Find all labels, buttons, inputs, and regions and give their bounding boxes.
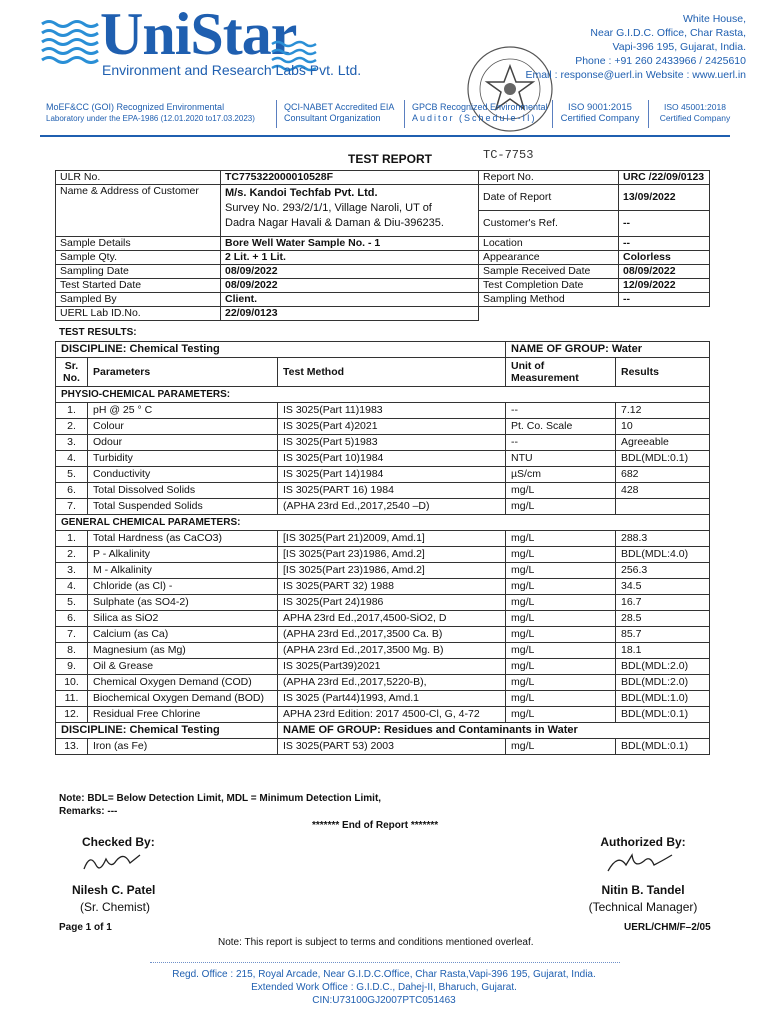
divider bbox=[276, 100, 277, 128]
page-number: Page 1 of 1 bbox=[59, 922, 112, 933]
info-label: Sampled By bbox=[56, 293, 221, 307]
accreditation-line: Certified Company bbox=[560, 113, 640, 124]
table-row bbox=[56, 707, 710, 723]
unit-cell: mg/L bbox=[506, 659, 616, 675]
empty-cell bbox=[479, 307, 710, 321]
ulr-label: ULR No. bbox=[56, 171, 221, 185]
sr-cell: 4. bbox=[56, 451, 88, 467]
col-unit-header: Unit of Measurement bbox=[506, 358, 616, 387]
unit-cell: mg/L bbox=[506, 595, 616, 611]
unit-cell: mg/L bbox=[506, 691, 616, 707]
accreditation-gpcb bbox=[412, 102, 548, 124]
method-cell: IS 3025 (Part44)1993, Amd.1 bbox=[278, 691, 506, 707]
column-header-row bbox=[56, 358, 710, 387]
table-row bbox=[56, 579, 710, 595]
section-label: PHYSIO-CHEMICAL PARAMETERS: bbox=[56, 387, 710, 403]
table-row bbox=[56, 691, 710, 707]
table-row bbox=[56, 451, 710, 467]
divider bbox=[648, 100, 649, 128]
accreditation-line: Auditor (Schedule-II) bbox=[412, 113, 537, 123]
parameter-cell: Total Dissolved Solids bbox=[88, 483, 278, 499]
address-line: Phone : +91 260 2433966 / 2425610 bbox=[575, 55, 746, 67]
sr-cell: 1. bbox=[56, 531, 88, 547]
parameter-cell: Turbidity bbox=[88, 451, 278, 467]
section-row bbox=[56, 387, 710, 403]
info-label: Test Completion Date bbox=[479, 279, 619, 293]
result-cell: 428 bbox=[616, 483, 710, 499]
address-line: Email : response@uerl.in Website : www.uerl.in bbox=[525, 69, 746, 81]
table-row bbox=[56, 499, 710, 515]
parameter-cell: Residual Free Chlorine bbox=[88, 707, 278, 723]
address-line: Vapi-396 195, Gujarat, India. bbox=[612, 41, 746, 53]
unit-cell: mg/L bbox=[506, 611, 616, 627]
parameter-cell: Chloride (as Cl) - bbox=[88, 579, 278, 595]
test-results-label: TEST RESULTS: bbox=[59, 327, 137, 338]
parameter-cell: M - Alkalinity bbox=[88, 563, 278, 579]
result-cell bbox=[616, 499, 710, 515]
unit-cell: mg/L bbox=[506, 499, 616, 515]
method-cell: IS 3025(Part 14)1984 bbox=[278, 467, 506, 483]
method-cell: [IS 3025(Part 23)1986, Amd.2] bbox=[278, 563, 506, 579]
sr-cell: 13. bbox=[56, 739, 88, 755]
sr-cell: 7. bbox=[56, 627, 88, 643]
sr-cell: 12. bbox=[56, 707, 88, 723]
result-cell: 28.5 bbox=[616, 611, 710, 627]
accreditation-line: QCI-NABET Accredited EIA bbox=[284, 102, 395, 112]
table-row bbox=[56, 595, 710, 611]
cin: CIN:U73100GJ2007PTC051463 bbox=[312, 995, 456, 1006]
result-cell: 256.3 bbox=[616, 563, 710, 579]
tc-number: TC-7753 bbox=[483, 148, 534, 162]
customer-ref-value: -- bbox=[619, 211, 710, 237]
accreditation-iso-45001 bbox=[656, 102, 734, 124]
unit-cell: -- bbox=[506, 435, 616, 451]
method-cell: APHA 23rd Edition: 2017 4500-Cl, G, 4-72 bbox=[278, 707, 506, 723]
accreditation-line: Certified Company bbox=[659, 113, 731, 123]
info-value: 12/09/2022 bbox=[619, 279, 710, 293]
divider bbox=[552, 100, 553, 128]
method-cell: (APHA 23rd Ed.,2017,3500 Mg. B) bbox=[278, 643, 506, 659]
table-row bbox=[56, 739, 710, 755]
result-cell: 16.7 bbox=[616, 595, 710, 611]
info-value: 2 Lit. + 1 Lit. bbox=[221, 251, 479, 265]
report-no-value: URC /22/09/0123 bbox=[619, 171, 710, 185]
sr-cell: 10. bbox=[56, 675, 88, 691]
accreditation-moefcc bbox=[46, 102, 255, 124]
parameter-cell: Total Hardness (as CaCO3) bbox=[88, 531, 278, 547]
office-addresses bbox=[0, 968, 768, 1007]
parameter-cell: Calcium (as Ca) bbox=[88, 627, 278, 643]
checked-name: Nilesh C. Patel bbox=[72, 883, 156, 897]
parameter-cell: Oil & Grease bbox=[88, 659, 278, 675]
discipline-label: DISCIPLINE: Chemical Testing bbox=[56, 342, 506, 358]
method-cell: IS 3025(Part 11)1983 bbox=[278, 403, 506, 419]
discipline-row bbox=[56, 342, 710, 358]
customer-label: Name & Address of Customer bbox=[56, 185, 221, 237]
report-no-label: Report No. bbox=[479, 171, 619, 185]
unit-cell: mg/L bbox=[506, 531, 616, 547]
sr-cell: 5. bbox=[56, 595, 88, 611]
sample-info-table bbox=[55, 170, 710, 321]
method-cell: IS 3025(Part 10)1984 bbox=[278, 451, 506, 467]
report-date-label: Date of Report bbox=[479, 185, 619, 211]
col-result-header: Results bbox=[616, 358, 710, 387]
logo-tagline: Environment and Research Labs Pvt. Ltd. bbox=[102, 62, 362, 78]
info-label: Sample Received Date bbox=[479, 265, 619, 279]
method-cell: APHA 23rd Ed.,2017,4500-SiO2, D bbox=[278, 611, 506, 627]
info-value: -- bbox=[619, 237, 710, 251]
lab-address bbox=[525, 12, 746, 82]
group-label: NAME OF GROUP: Water bbox=[506, 342, 710, 358]
method-cell: IS 3025(PART 32) 1988 bbox=[278, 579, 506, 595]
method-cell: IS 3025(PART 53) 2003 bbox=[278, 739, 506, 755]
parameter-cell: pH @ 25 ° C bbox=[88, 403, 278, 419]
regd-office: Regd. Office : 215, Royal Arcade, Near G.I.D.C.Office, Char Rasta,Vapi-396 195, Gujarat, India. bbox=[172, 969, 596, 980]
logo-name: UniStar bbox=[100, 1, 297, 67]
customer-name: M/s. Kandoi Techfab Pvt. Ltd. bbox=[225, 187, 378, 199]
unit-cell: mg/L bbox=[506, 707, 616, 723]
divider bbox=[404, 100, 405, 128]
signature-icon bbox=[598, 851, 688, 877]
sr-cell: 9. bbox=[56, 659, 88, 675]
table-row bbox=[56, 293, 710, 307]
parameter-cell: Magnesium (as Mg) bbox=[88, 643, 278, 659]
result-cell: 682 bbox=[616, 467, 710, 483]
accreditation-line: GPCB Recognized Environmental bbox=[412, 102, 548, 112]
accreditation-line: MoEF&CC (GOI) Recognized Environmental bbox=[46, 102, 225, 112]
method-cell: IS 3025(Part 5)1983 bbox=[278, 435, 506, 451]
result-cell: 18.1 bbox=[616, 643, 710, 659]
ulr-value: TC775322000010528F bbox=[221, 171, 479, 185]
accreditation-line: ISO 9001:2015 bbox=[568, 102, 632, 113]
table-row bbox=[56, 185, 710, 211]
work-office: Extended Work Office : G.I.D.C., Dahej-II, Bharuch, Gujarat. bbox=[251, 982, 517, 993]
sr-cell: 1. bbox=[56, 403, 88, 419]
table-row bbox=[56, 467, 710, 483]
info-value: 08/09/2022 bbox=[221, 279, 479, 293]
header-rule bbox=[40, 135, 730, 137]
table-row bbox=[56, 251, 710, 265]
report-date-value: 13/09/2022 bbox=[619, 185, 710, 211]
discipline-row bbox=[56, 723, 710, 739]
test-results-table bbox=[55, 341, 710, 755]
section-row bbox=[56, 515, 710, 531]
customer-address: Dadra Nagar Havali & Daman & Diu-396235. bbox=[225, 217, 444, 229]
sr-cell: 2. bbox=[56, 547, 88, 563]
method-cell: [IS 3025(Part 21)2009, Amd.1] bbox=[278, 531, 506, 547]
info-label: Sampling Method bbox=[479, 293, 619, 307]
accreditation-line: ISO 45001:2018 bbox=[664, 102, 726, 112]
result-cell: BDL(MDL:0.1) bbox=[616, 451, 710, 467]
accreditation-line: Laboratory under the EPA-1986 (12.01.2020 to17.03.2023) bbox=[46, 114, 255, 123]
result-cell: BDL(MDL:0.1) bbox=[616, 707, 710, 723]
signature-icon bbox=[82, 851, 162, 877]
sr-cell: 3. bbox=[56, 435, 88, 451]
result-cell: BDL(MDL:0.1) bbox=[616, 739, 710, 755]
method-cell: IS 3025(Part39)2021 bbox=[278, 659, 506, 675]
parameter-cell: Total Suspended Solids bbox=[88, 499, 278, 515]
unit-cell: mg/L bbox=[506, 563, 616, 579]
info-value: 08/09/2022 bbox=[221, 265, 479, 279]
authorized-title: (Technical Manager) bbox=[588, 900, 698, 914]
sr-cell: 2. bbox=[56, 419, 88, 435]
unit-cell: -- bbox=[506, 403, 616, 419]
method-cell: [IS 3025(Part 23)1986, Amd.2] bbox=[278, 547, 506, 563]
parameter-cell: Iron (as Fe) bbox=[88, 739, 278, 755]
result-cell: BDL(MDL:1.0) bbox=[616, 691, 710, 707]
unit-cell: mg/L bbox=[506, 739, 616, 755]
terms-note: Note: This report is subject to terms and conditions mentioned overleaf. bbox=[218, 937, 534, 948]
address-line: White House, bbox=[682, 13, 746, 25]
parameter-cell: P - Alkalinity bbox=[88, 547, 278, 563]
info-value: 08/09/2022 bbox=[619, 265, 710, 279]
customer-address: Survey No. 293/2/1/1, Village Naroli, UT of bbox=[225, 202, 432, 214]
checked-title: (Sr. Chemist) bbox=[80, 900, 151, 914]
table-row bbox=[56, 265, 710, 279]
info-label: Sample Qty. bbox=[56, 251, 221, 265]
unit-cell: mg/L bbox=[506, 627, 616, 643]
unit-cell: Pt. Co. Scale bbox=[506, 419, 616, 435]
table-row bbox=[56, 547, 710, 563]
result-cell: 288.3 bbox=[616, 531, 710, 547]
method-cell: IS 3025(Part 4)2021 bbox=[278, 419, 506, 435]
result-cell: 7.12 bbox=[616, 403, 710, 419]
table-row bbox=[56, 643, 710, 659]
col-method-header: Test Method bbox=[278, 358, 506, 387]
info-value: Client. bbox=[221, 293, 479, 307]
method-cell: (APHA 23rd Ed.,2017,2540 –D) bbox=[278, 499, 506, 515]
info-value: -- bbox=[619, 293, 710, 307]
end-of-report: ******* End of Report ******* bbox=[312, 820, 439, 831]
remarks: Remarks: --- bbox=[59, 806, 118, 817]
result-cell: 34.5 bbox=[616, 579, 710, 595]
table-row bbox=[56, 627, 710, 643]
accreditation-qci-nabet bbox=[284, 102, 394, 124]
unit-cell: mg/L bbox=[506, 643, 616, 659]
result-cell: 85.7 bbox=[616, 627, 710, 643]
notes bbox=[59, 792, 709, 818]
discipline-label: DISCIPLINE: Chemical Testing bbox=[56, 723, 278, 739]
table-row bbox=[56, 419, 710, 435]
table-row bbox=[56, 307, 710, 321]
info-value: Bore Well Water Sample No. - 1 bbox=[221, 237, 479, 251]
result-cell: BDL(MDL:2.0) bbox=[616, 659, 710, 675]
unit-cell: mg/L bbox=[506, 547, 616, 563]
info-value: Colorless bbox=[619, 251, 710, 265]
method-cell: IS 3025(PART 16) 1984 bbox=[278, 483, 506, 499]
form-code: UERL/CHM/F–2/05 bbox=[624, 922, 711, 933]
authorized-label: Authorized By: bbox=[600, 835, 686, 849]
sr-cell: 6. bbox=[56, 611, 88, 627]
info-label: Appearance bbox=[479, 251, 619, 265]
col-sr-header: Sr. No. bbox=[56, 358, 88, 387]
sr-cell: 4. bbox=[56, 579, 88, 595]
unit-cell: mg/L bbox=[506, 579, 616, 595]
info-label: UERL Lab ID.No. bbox=[56, 307, 221, 321]
info-label: Sampling Date bbox=[56, 265, 221, 279]
sr-cell: 8. bbox=[56, 643, 88, 659]
info-label: Sample Details bbox=[56, 237, 221, 251]
authorized-by-block bbox=[573, 834, 713, 916]
table-row bbox=[56, 279, 710, 293]
customer-cell bbox=[221, 185, 479, 237]
unit-cell: µS/cm bbox=[506, 467, 616, 483]
info-label: Location bbox=[479, 237, 619, 251]
unit-cell: NTU bbox=[506, 451, 616, 467]
table-row bbox=[56, 531, 710, 547]
table-row bbox=[56, 563, 710, 579]
result-cell: BDL(MDL:4.0) bbox=[616, 547, 710, 563]
result-cell: Agreeable bbox=[616, 435, 710, 451]
sr-cell: 7. bbox=[56, 499, 88, 515]
checked-label: Checked By: bbox=[82, 835, 155, 849]
parameter-cell: Chemical Oxygen Demand (COD) bbox=[88, 675, 278, 691]
checked-by-block bbox=[72, 834, 162, 916]
logo-waves-left bbox=[40, 18, 102, 64]
address-line: Near G.I.D.C. Office, Char Rasta, bbox=[590, 27, 746, 39]
parameter-cell: Silica as SiO2 bbox=[88, 611, 278, 627]
sr-cell: 3. bbox=[56, 563, 88, 579]
parameter-cell: Colour bbox=[88, 419, 278, 435]
unit-cell: mg/L bbox=[506, 483, 616, 499]
customer-ref-label: Customer's Ref. bbox=[479, 211, 619, 237]
report-title: TEST REPORT bbox=[348, 152, 433, 166]
method-cell: (APHA 23rd Ed.,2017,5220-B), bbox=[278, 675, 506, 691]
method-cell: IS 3025(Part 24)1986 bbox=[278, 595, 506, 611]
parameter-cell: Conductivity bbox=[88, 467, 278, 483]
sr-cell: 5. bbox=[56, 467, 88, 483]
bdl-note: Note: BDL= Below Detection Limit, MDL = Minimum Detection Limit, bbox=[59, 793, 382, 804]
parameter-cell: Sulphate (as SO4-2) bbox=[88, 595, 278, 611]
parameter-cell: Odour bbox=[88, 435, 278, 451]
result-cell: BDL(MDL:2.0) bbox=[616, 675, 710, 691]
accreditation-line: Consultant Organization bbox=[284, 113, 381, 123]
table-row bbox=[56, 435, 710, 451]
method-cell: (APHA 23rd Ed.,2017,3500 Ca. B) bbox=[278, 627, 506, 643]
footer-divider bbox=[150, 962, 620, 963]
authorized-name: Nitin B. Tandel bbox=[601, 883, 685, 897]
info-label: Test Started Date bbox=[56, 279, 221, 293]
accreditation-iso-9001 bbox=[560, 102, 640, 124]
unit-cell: mg/L bbox=[506, 675, 616, 691]
sr-cell: 11. bbox=[56, 691, 88, 707]
info-value: 22/09/0123 bbox=[221, 307, 479, 321]
table-row bbox=[56, 675, 710, 691]
group-label: NAME OF GROUP: Residues and Contaminants in Water bbox=[278, 723, 710, 739]
table-row bbox=[56, 659, 710, 675]
table-row bbox=[56, 611, 710, 627]
result-cell: 10 bbox=[616, 419, 710, 435]
table-row bbox=[56, 483, 710, 499]
col-param-header: Parameters bbox=[88, 358, 278, 387]
section-label: GENERAL CHEMICAL PARAMETERS: bbox=[56, 515, 710, 531]
table-row bbox=[56, 171, 710, 185]
parameter-cell: Biochemical Oxygen Demand (BOD) bbox=[88, 691, 278, 707]
sr-cell: 6. bbox=[56, 483, 88, 499]
table-row bbox=[56, 237, 710, 251]
table-row bbox=[56, 403, 710, 419]
